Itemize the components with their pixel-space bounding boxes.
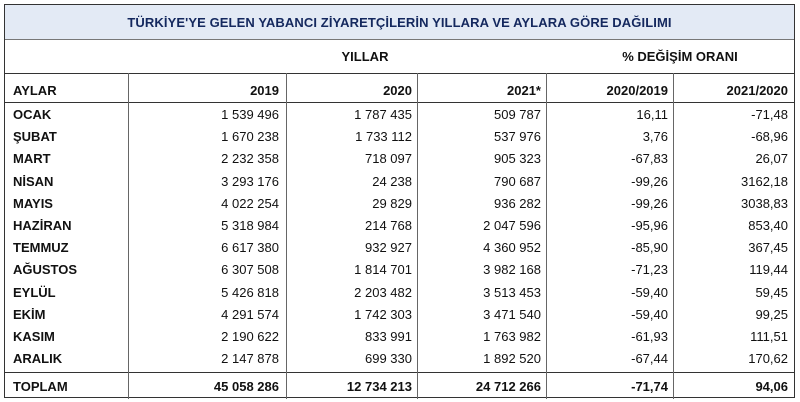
table-row (5, 193, 794, 215)
month-cell: ARALIK (13, 351, 63, 367)
change-2020-2019: -99,26 (631, 195, 668, 211)
change-2020-2019: -67,44 (631, 351, 668, 367)
column-header-2019: 2019 (250, 83, 279, 98)
table-row (5, 282, 794, 304)
change-2021-2020: 111,51 (750, 328, 788, 344)
change-2020-2019: -99,26 (631, 173, 668, 189)
value-2019: 3 293 176 (221, 173, 279, 189)
change-2020-2019: -85,90 (631, 240, 668, 256)
value-2020: 932 927 (365, 240, 412, 256)
value-2020: 214 768 (365, 217, 412, 233)
divider (5, 73, 794, 74)
total-change-2021-2020: 94,06 (755, 379, 788, 394)
table-row (5, 104, 794, 126)
month-cell: KASIM (13, 328, 55, 344)
table-row (5, 126, 794, 148)
table-row (5, 148, 794, 170)
change-2021-2020: -68,96 (751, 129, 788, 145)
month-cell: AĞUSTOS (13, 262, 78, 278)
column-header-months: AYLAR (13, 83, 57, 98)
value-2020: 29 829 (372, 195, 412, 211)
value-2019: 5 426 818 (221, 284, 279, 300)
total-change-2020-2019: -71,74 (631, 379, 668, 394)
value-2021: 3 471 540 (483, 306, 541, 322)
table-row (5, 171, 794, 193)
divider (5, 102, 794, 103)
value-2020: 833 991 (365, 328, 412, 344)
value-2020: 1 814 701 (354, 262, 412, 278)
change-2020-2019: -61,93 (631, 328, 668, 344)
table-row (5, 259, 794, 281)
value-2020: 1 733 112 (355, 129, 412, 145)
month-cell: TEMMUZ (13, 240, 69, 256)
table-row (5, 326, 794, 348)
change-2020-2019: -67,83 (631, 151, 668, 167)
change-2021-2020: 119,44 (749, 262, 788, 278)
value-2021: 509 787 (494, 107, 541, 122)
value-2021: 905 323 (494, 151, 541, 167)
change-2020-2019: -59,40 (631, 284, 668, 300)
value-2019: 6 617 380 (221, 240, 279, 256)
change-2021-2020: 99,25 (755, 306, 788, 322)
change-2021-2020: 170,62 (748, 351, 788, 367)
change-2020-2019: -71,23 (631, 262, 668, 278)
value-2020: 2 203 482 (354, 284, 412, 300)
value-2021: 4 360 952 (483, 240, 541, 256)
table-row (5, 304, 794, 326)
total-2019: 45 058 286 (213, 379, 279, 394)
change-2020-2019: -59,40 (631, 306, 668, 322)
total-2020: 12 734 213 (346, 379, 412, 394)
table-row (5, 237, 794, 259)
value-2021: 3 513 453 (483, 284, 541, 300)
table-body (5, 104, 794, 370)
value-2021: 936 282 (494, 195, 541, 211)
table-row (5, 215, 794, 237)
change-2021-2020: 853,40 (748, 217, 788, 233)
value-2021: 790 687 (494, 173, 541, 189)
value-2020: 1 742 303 (354, 306, 412, 322)
column-header-2021-2020: 2021/2020 (726, 83, 788, 98)
change-2020-2019: 16,11 (636, 107, 668, 122)
change-2021-2020: 3038,83 (741, 195, 788, 211)
month-cell: HAZİRAN (13, 217, 72, 233)
value-2021: 3 982 168 (483, 262, 541, 278)
divider (5, 39, 794, 40)
value-2021: 1 892 520 (483, 351, 541, 367)
value-2020: 718 097 (365, 151, 412, 167)
value-2019: 2 190 622 (221, 328, 279, 344)
value-2020: 24 238 (372, 173, 412, 189)
value-2020: 699 330 (365, 351, 412, 367)
change-2021-2020: 367,45 (748, 240, 788, 256)
column-header-2021: 2021* (507, 83, 541, 98)
value-2019: 5 318 984 (221, 217, 279, 233)
table-row (5, 348, 794, 370)
change-2021-2020: 3162,18 (741, 173, 788, 189)
value-2019: 2 147 878 (221, 351, 279, 367)
total-row (5, 376, 794, 396)
month-cell: EYLÜL (13, 284, 56, 300)
change-2021-2020: -71,48 (751, 107, 788, 122)
month-cell: ŞUBAT (13, 129, 57, 145)
value-2019: 6 307 508 (221, 262, 279, 278)
value-2019: 4 291 574 (221, 306, 279, 322)
group-header-change: % DEĞİŞİM ORANI (622, 49, 738, 64)
change-2021-2020: 59,45 (755, 284, 788, 300)
total-label: TOPLAM (13, 379, 68, 394)
value-2021: 2 047 596 (483, 217, 541, 233)
column-header-2020-2019: 2020/2019 (606, 83, 668, 98)
value-2021: 537 976 (494, 129, 541, 145)
table-frame (4, 4, 795, 398)
table-title: TÜRKİYE'YE GELEN YABANCI ZİYARETÇİLERİN YILLARA VE AYLARA GÖRE DAĞILIMI (5, 5, 794, 40)
value-2019: 1 670 238 (221, 129, 279, 145)
change-2020-2019: 3,76 (642, 129, 668, 145)
month-cell: MAYIS (13, 195, 53, 211)
column-header-2020: 2020 (383, 83, 412, 98)
month-cell: NİSAN (13, 173, 54, 189)
month-cell: EKİM (13, 306, 46, 322)
month-cell: OCAK (13, 107, 52, 122)
value-2020: 1 787 435 (354, 107, 412, 122)
change-2020-2019: -95,96 (631, 217, 668, 233)
divider (5, 372, 794, 373)
value-2019: 2 232 358 (221, 151, 279, 167)
value-2019: 4 022 254 (221, 195, 279, 211)
month-cell: MART (13, 151, 51, 167)
value-2021: 1 763 982 (483, 328, 541, 344)
total-2021: 24 712 266 (475, 379, 541, 394)
value-2019: 1 539 496 (221, 107, 279, 122)
group-header-years: YILLAR (341, 49, 389, 64)
change-2021-2020: 26,07 (755, 151, 788, 167)
